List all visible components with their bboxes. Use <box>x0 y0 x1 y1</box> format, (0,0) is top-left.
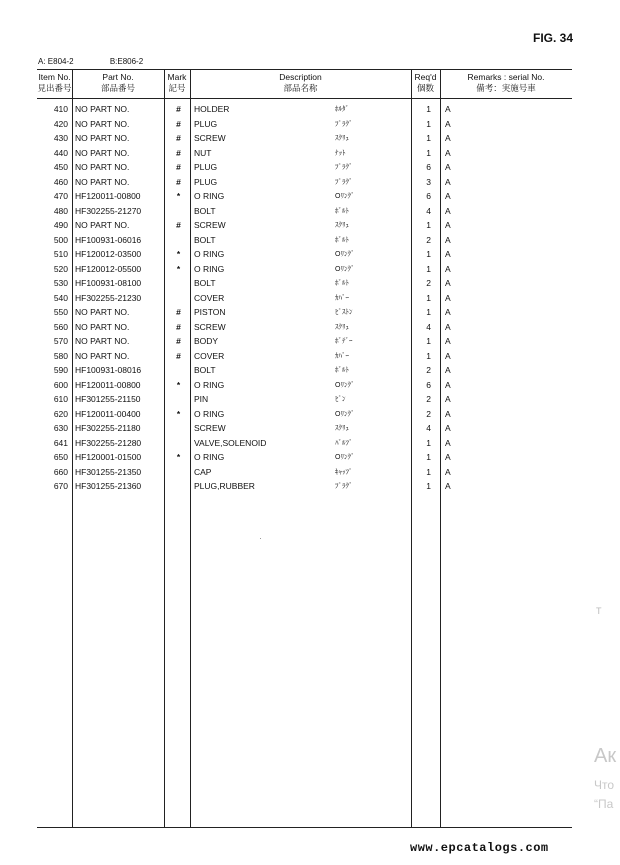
table-row <box>37 321 572 336</box>
remarks: A <box>445 176 451 187</box>
part-number: NO PART NO. <box>75 350 130 361</box>
footer-url[interactable]: www.epcatalogs.com <box>410 841 549 855</box>
side-fragment: Т <box>596 606 602 616</box>
description: COVER <box>194 350 225 361</box>
description: O RING <box>194 408 225 419</box>
item-number: 500 <box>53 234 68 245</box>
item-number: 470 <box>53 191 68 201</box>
quantity: 6 <box>426 379 431 390</box>
mark-symbol: * <box>176 191 181 201</box>
model-references <box>38 57 143 66</box>
item-number: 430 <box>53 133 68 143</box>
table-row <box>37 466 572 481</box>
header-quantity <box>411 72 440 94</box>
quantity: 3 <box>426 176 431 187</box>
mark-symbol: # <box>176 118 181 129</box>
quantity: 1 <box>426 466 431 477</box>
description-kana: ﾎﾞﾃﾞｰ <box>335 338 353 345</box>
mark-symbol: * <box>176 408 181 419</box>
quantity: 1 <box>426 481 431 491</box>
description: SCREW <box>194 423 226 433</box>
quantity: 1 <box>426 437 431 448</box>
table-row <box>37 379 572 394</box>
table-row <box>37 451 572 466</box>
table-row <box>37 248 572 263</box>
header-desc-en: Description <box>279 72 322 82</box>
part-number: HF302255-21270 <box>75 205 142 216</box>
remarks: A <box>445 394 451 404</box>
part-number: NO PART NO. <box>75 147 130 158</box>
remarks: A <box>445 437 451 448</box>
description-kana: ﾎﾞﾙﾄ <box>335 367 349 374</box>
item-number: 450 <box>53 162 68 172</box>
description: COVER <box>194 292 225 303</box>
header-qty-jp: 個数 <box>416 83 434 93</box>
description: BOLT <box>194 234 216 245</box>
description-kana: ﾌﾟﾗｸﾞ <box>335 178 353 186</box>
description-kana: ﾎﾞﾙﾄ <box>335 280 349 287</box>
part-number: HF301255-21150 <box>75 394 141 404</box>
remarks: A <box>445 147 451 158</box>
description-kana: ﾎﾞﾙﾄ <box>335 207 349 215</box>
item-number: 620 <box>53 408 68 419</box>
table-row <box>37 306 572 321</box>
watermark-line-3: “Па <box>594 797 614 811</box>
quantity: 1 <box>426 104 431 114</box>
description: PLUG <box>194 118 218 129</box>
parts-table <box>37 69 572 828</box>
part-number: HF302255-21230 <box>75 292 142 303</box>
remarks: A <box>445 220 451 230</box>
table-row <box>37 335 572 350</box>
description: VALVE,SOLENOID <box>194 437 267 448</box>
description: PLUG <box>194 176 218 187</box>
header-desc-jp: 部品名称 <box>283 83 318 93</box>
remarks: A <box>445 481 451 491</box>
mark-symbol: # <box>176 321 181 332</box>
table-row <box>37 147 572 162</box>
mark-symbol: * <box>176 249 181 259</box>
description-kana: Oﾘﾝｸﾞ <box>335 410 355 418</box>
description-kana: ﾎﾙﾀﾞ <box>335 106 349 113</box>
description-kana: ﾋﾟﾝ <box>335 396 346 403</box>
description: BOLT <box>194 365 216 375</box>
quantity: 1 <box>426 350 431 361</box>
part-number: NO PART NO. <box>75 162 130 172</box>
part-number: HF120012-03500 <box>75 249 142 259</box>
quantity: 1 <box>426 263 431 274</box>
remarks: A <box>445 307 451 317</box>
table-row <box>37 350 572 365</box>
part-number: NO PART NO. <box>75 118 130 129</box>
header-remarks-en: Remarks : serial No. <box>467 72 545 82</box>
description-kana: ﾊﾞﾙﾌﾞ <box>335 439 353 447</box>
description-kana: ﾌﾟﾗｸﾞ <box>335 120 353 128</box>
table-row <box>37 190 572 205</box>
header-remarks <box>440 72 572 94</box>
header-qty-en: Req'd <box>414 72 437 82</box>
quantity: 4 <box>426 205 431 216</box>
quantity: 2 <box>426 278 431 288</box>
mark-symbol: # <box>176 336 181 346</box>
part-number: NO PART NO. <box>75 307 130 317</box>
quantity: 1 <box>426 292 431 303</box>
item-number: 410 <box>53 104 68 114</box>
item-number: 490 <box>53 220 68 230</box>
description-kana: ｽｸﾘｭ <box>335 135 349 142</box>
mark-symbol: # <box>176 176 181 187</box>
model-ref-a: A: E804-2 <box>38 57 74 66</box>
table-row <box>37 103 572 118</box>
quantity: 2 <box>426 365 431 375</box>
remarks: A <box>445 365 451 375</box>
watermark-line-2: Что <box>594 778 615 792</box>
item-number: 570 <box>53 336 68 346</box>
quantity: 4 <box>426 321 431 332</box>
part-number: HF302255-21280 <box>75 437 142 448</box>
mark-symbol: # <box>176 220 181 230</box>
description: O RING <box>194 191 225 201</box>
quantity: 1 <box>426 133 431 143</box>
quantity: 1 <box>426 147 431 158</box>
part-number: HF120011-00800 <box>75 379 141 390</box>
item-number: 600 <box>53 379 68 390</box>
quantity: 2 <box>426 408 431 419</box>
header-mark-jp: 記号 <box>168 83 186 93</box>
model-ref-b: B:E806-2 <box>109 57 144 66</box>
description: SCREW <box>194 133 226 143</box>
table-row <box>37 437 572 452</box>
remarks: A <box>445 466 451 477</box>
description-kana: ｷｬｯﾌﾟ <box>335 468 353 476</box>
item-number: 480 <box>53 205 68 216</box>
description: O RING <box>194 263 225 274</box>
table-row <box>37 161 572 176</box>
mark-symbol: # <box>176 162 181 172</box>
remarks: A <box>445 423 451 433</box>
remarks: A <box>445 350 451 361</box>
part-number: HF120012-05500 <box>75 263 142 274</box>
header-mark-en: Mark <box>167 72 187 82</box>
table-body <box>37 103 572 495</box>
mark-symbol: # <box>176 133 181 143</box>
description-kana: ﾋﾟｽﾄﾝ <box>335 309 353 316</box>
remarks: A <box>445 133 451 143</box>
header-part-jp: 部品番号 <box>100 83 135 93</box>
item-number: 460 <box>53 176 68 187</box>
item-number: 650 <box>53 452 68 462</box>
item-number: 590 <box>53 365 68 375</box>
part-number: HF301255-21350 <box>75 466 142 477</box>
description-kana: ｶﾊﾞｰ <box>335 294 349 302</box>
table-row <box>37 205 572 220</box>
header-remarks-jp: 備考：実施号車 <box>476 83 536 93</box>
description: PLUG <box>194 162 218 172</box>
description: BODY <box>194 336 219 346</box>
description: SCREW <box>194 220 226 230</box>
quantity: 1 <box>426 118 431 129</box>
description-kana: Oﾘﾝｸﾞ <box>335 454 355 461</box>
description: CAP <box>194 466 212 477</box>
table-row <box>37 277 572 292</box>
description-kana: ｶﾊﾞｰ <box>335 352 349 360</box>
description: SCREW <box>194 321 226 332</box>
table-row <box>37 219 572 234</box>
item-number: 530 <box>53 278 68 288</box>
remarks: A <box>445 205 451 216</box>
quantity: 1 <box>426 336 431 346</box>
remarks: A <box>445 191 451 201</box>
mark-symbol: # <box>176 104 181 114</box>
description: PIN <box>194 394 209 404</box>
description-kana: Oﾘﾝｸﾞ <box>335 265 355 273</box>
item-number: 440 <box>53 147 68 158</box>
scan-speck <box>260 538 261 539</box>
description: HOLDER <box>194 104 230 114</box>
item-number: 540 <box>53 292 68 303</box>
part-number: HF120001-01500 <box>75 452 142 462</box>
part-number: HF120011-00400 <box>75 408 141 419</box>
mark-symbol: * <box>176 379 181 390</box>
remarks: A <box>445 278 451 288</box>
mark-symbol: * <box>176 263 181 274</box>
description-kana: ﾎﾞﾙﾄ <box>335 236 349 244</box>
description-kana: ﾌﾟﾗｸﾞ <box>335 483 353 490</box>
item-number: 641 <box>53 437 68 448</box>
quantity: 6 <box>426 191 431 201</box>
header-divider <box>37 98 572 99</box>
part-number: NO PART NO. <box>75 220 130 230</box>
quantity: 6 <box>426 162 431 172</box>
mark-symbol: # <box>176 307 181 317</box>
part-number: HF120011-00800 <box>75 191 141 201</box>
description: NUT <box>194 147 212 158</box>
table-row <box>37 132 572 147</box>
table-row <box>37 408 572 423</box>
remarks: A <box>445 104 451 114</box>
remarks: A <box>445 408 451 419</box>
figure-number: FIG. 34 <box>532 31 573 45</box>
remarks: A <box>445 292 451 303</box>
header-item-jp: 見出番号 <box>37 83 72 93</box>
mark-symbol: # <box>176 350 181 361</box>
table-row <box>37 263 572 278</box>
part-number: NO PART NO. <box>75 321 130 332</box>
remarks: A <box>445 118 451 129</box>
description: PLUG,RUBBER <box>194 481 255 491</box>
quantity: 1 <box>426 220 431 230</box>
description: BOLT <box>194 205 216 216</box>
part-number: HF301255-21360 <box>75 481 142 491</box>
description: BOLT <box>194 278 216 288</box>
part-number: NO PART NO. <box>75 336 130 346</box>
quantity: 1 <box>426 307 431 317</box>
remarks: A <box>445 336 451 346</box>
item-number: 660 <box>53 466 68 477</box>
item-number: 670 <box>53 481 68 491</box>
part-number: HF100931-06016 <box>75 234 142 245</box>
remarks: A <box>445 234 451 245</box>
part-number: NO PART NO. <box>75 104 130 114</box>
table-row <box>37 422 572 437</box>
part-number: HF100931-08100 <box>75 278 142 288</box>
description: O RING <box>194 379 225 390</box>
header-part-en: Part No. <box>102 72 134 82</box>
quantity: 2 <box>426 234 431 245</box>
description: O RING <box>194 249 225 259</box>
item-number: 550 <box>53 307 68 317</box>
quantity: 4 <box>426 423 431 433</box>
item-number: 510 <box>53 249 68 259</box>
header-mark <box>164 72 190 94</box>
description-kana: ｽｸﾘｭ <box>335 323 349 331</box>
table-row <box>37 292 572 307</box>
description: PISTON <box>194 307 226 317</box>
remarks: A <box>445 452 451 462</box>
header-part-no <box>72 72 164 94</box>
description-kana: Oﾘﾝｸﾞ <box>335 381 355 389</box>
remarks: A <box>445 162 451 172</box>
part-number: NO PART NO. <box>75 176 130 187</box>
watermark-line-1: Ак <box>594 745 617 767</box>
part-number: HF100931-08016 <box>75 365 142 375</box>
description-kana: Oﾘﾝｸﾞ <box>335 251 355 258</box>
mark-symbol: * <box>176 452 181 462</box>
mark-symbol: # <box>176 147 181 158</box>
remarks: A <box>445 379 451 390</box>
description-kana: ｽｸﾘｭ <box>335 425 349 432</box>
table-row <box>37 234 572 249</box>
item-number: 420 <box>53 118 68 129</box>
quantity: 2 <box>426 394 431 404</box>
quantity: 1 <box>426 452 431 462</box>
item-number: 560 <box>53 321 68 332</box>
header-item-no <box>37 72 72 94</box>
header-description <box>190 72 411 94</box>
header-item-en: Item No. <box>38 72 71 82</box>
table-row <box>37 393 572 408</box>
item-number: 580 <box>53 350 68 361</box>
item-number: 610 <box>53 394 68 404</box>
item-number: 630 <box>53 423 68 433</box>
remarks: A <box>445 249 451 259</box>
remarks: A <box>445 263 451 274</box>
table-row <box>37 118 572 133</box>
table-row <box>37 364 572 379</box>
description-kana: Oﾘﾝｸﾞ <box>335 193 355 200</box>
description-kana: ｽｸﾘｭ <box>335 222 349 229</box>
part-number: HF302255-21180 <box>75 423 141 433</box>
part-number: NO PART NO. <box>75 133 130 143</box>
item-number: 520 <box>53 263 68 274</box>
description-kana: ﾌﾟﾗｸﾞ <box>335 164 353 171</box>
description: O RING <box>194 452 225 462</box>
table-row <box>37 480 572 495</box>
quantity: 1 <box>426 249 431 259</box>
description-kana: ﾅｯﾄ <box>335 149 346 157</box>
remarks: A <box>445 321 451 332</box>
table-row <box>37 176 572 191</box>
